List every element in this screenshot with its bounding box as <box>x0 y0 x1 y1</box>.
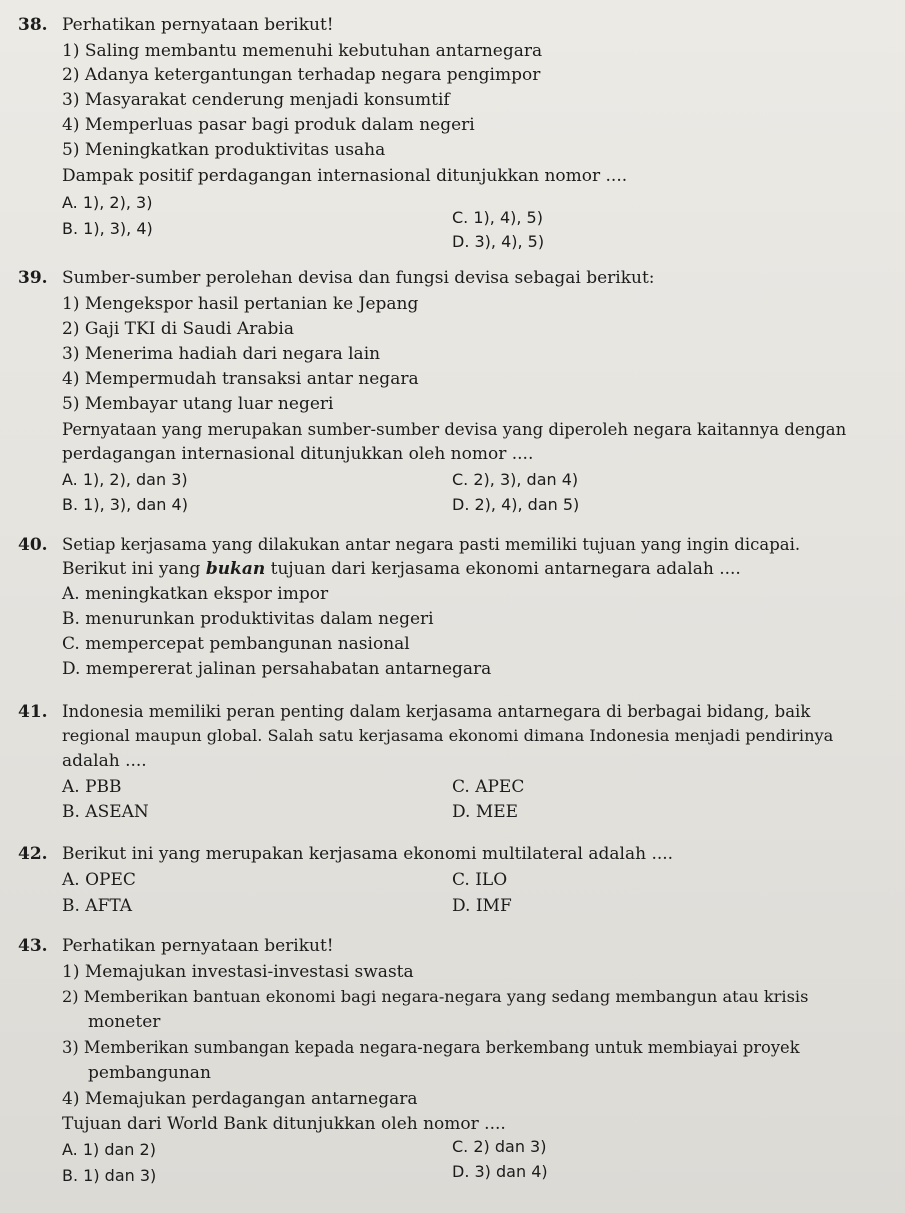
option-d[interactable]: D. IMF <box>452 896 512 916</box>
question-number: 43. <box>18 936 48 956</box>
option-c[interactable]: C. APEC <box>452 777 525 797</box>
list-item: 3) Masyarakat cenderung menjadi konsumtif <box>62 90 450 110</box>
list-item-continuation: pembangunan <box>88 1063 211 1083</box>
question-intro: Perhatikan pernyataan berikut! <box>62 15 334 35</box>
list-item: 5) Membayar utang luar negeri <box>62 394 334 414</box>
option-b[interactable]: B. menurunkan produktivitas dalam negeri <box>62 609 434 629</box>
question-text: Berikut ini yang merupakan kerjasama ekonomi multilateral adalah .... <box>62 844 674 864</box>
option-b[interactable]: B. 1), 3), 4) <box>62 219 153 238</box>
list-item: 1) Mengekspor hasil pertanian ke Jepang <box>62 294 419 314</box>
list-item: 3) Memberikan sumbangan kepada negara-negara berkembang untuk membiayai proyek <box>62 1038 800 1057</box>
option-a[interactable]: A. 1) dan 2) <box>62 1140 156 1159</box>
option-a[interactable]: A. OPEC <box>62 870 136 890</box>
option-c[interactable]: C. ILO <box>452 870 508 890</box>
question-text-line-2: perdagangan internasional ditunjukkan oleh nomor .... <box>62 444 534 464</box>
question-number: 39. <box>18 268 48 288</box>
option-d[interactable]: D. 3) dan 4) <box>452 1162 548 1181</box>
option-d[interactable]: D. mempererat jalinan persahabatan antarnegara <box>62 659 492 679</box>
list-item: 1) Memajukan investasi-investasi swasta <box>62 962 414 982</box>
question-text-line-1: Setiap kerjasama yang dilakukan antar negara pasti memiliki tujuan yang ingin dicapai. <box>62 535 801 554</box>
question-number: 40. <box>18 535 48 555</box>
question-text-part: tujuan dari kerjasama ekonomi antarnegara adalah .... <box>265 559 741 579</box>
option-d[interactable]: D. 2), 4), dan 5) <box>452 495 580 514</box>
question-text-line-2: regional maupun global. Salah satu kerjasama ekonomi dimana Indonesia menjadi pendirinya <box>62 726 834 745</box>
option-a[interactable]: A. meningkatkan ekspor impor <box>62 584 329 604</box>
option-b[interactable]: B. AFTA <box>62 896 133 916</box>
question-text-line-1: Pernyataan yang merupakan sumber-sumber devisa yang diperoleh negara kaitannya dengan <box>62 420 847 439</box>
emphasis-word: bukan <box>205 559 266 579</box>
question-text-part: Berikut ini yang <box>62 559 206 579</box>
question-text: Tujuan dari World Bank ditunjukkan oleh nomor .... <box>62 1114 506 1134</box>
list-item: 3) Menerima hadiah dari negara lain <box>62 344 381 364</box>
question-text-line-1: Indonesia memiliki peran penting dalam kerjasama antarnegara di berbagai bidang, baik <box>62 702 811 721</box>
question-text: Dampak positif perdagangan internasional ditunjukkan nomor .... <box>62 166 628 186</box>
question-text-line-3: adalah .... <box>62 751 147 771</box>
list-item: 5) Meningkatkan produktivitas usaha <box>62 140 386 160</box>
list-item: 4) Memajukan perdagangan antarnegara <box>62 1089 418 1109</box>
question-text-line-2 <box>62 558 741 580</box>
option-a[interactable]: A. 1), 2), 3) <box>62 193 153 212</box>
question-intro: Sumber-sumber perolehan devisa dan fungsi devisa sebagai berikut: <box>62 268 655 288</box>
question-number: 38. <box>18 15 48 35</box>
option-c[interactable]: C. 2) dan 3) <box>452 1137 547 1156</box>
list-item: 2) Memberikan bantuan ekonomi bagi negara-negara yang sedang membangun atau krisis <box>62 987 809 1006</box>
question-number: 41. <box>18 702 48 722</box>
option-d[interactable]: D. MEE <box>452 802 519 822</box>
question-number: 42. <box>18 844 48 864</box>
option-b[interactable]: B. 1), 3), dan 4) <box>62 495 188 514</box>
list-item: 1) Saling membantu memenuhi kebutuhan antarnegara <box>62 41 543 61</box>
list-item: 4) Mempermudah transaksi antar negara <box>62 369 419 389</box>
list-item-continuation: moneter <box>88 1012 161 1032</box>
list-item: 2) Adanya ketergantungan terhadap negara pengimpor <box>62 65 541 85</box>
option-c[interactable]: C. mempercepat pembangunan nasional <box>62 634 410 654</box>
question-intro: Perhatikan pernyataan berikut! <box>62 936 334 956</box>
list-item: 4) Memperluas pasar bagi produk dalam negeri <box>62 115 475 135</box>
option-a[interactable]: A. 1), 2), dan 3) <box>62 470 188 489</box>
list-item: 2) Gaji TKI di Saudi Arabia <box>62 319 295 339</box>
option-c[interactable]: C. 2), 3), dan 4) <box>452 470 579 489</box>
option-b[interactable]: B. 1) dan 3) <box>62 1166 157 1185</box>
option-c[interactable]: C. 1), 4), 5) <box>452 208 543 227</box>
option-b[interactable]: B. ASEAN <box>62 802 149 822</box>
option-d[interactable]: D. 3), 4), 5) <box>452 232 545 251</box>
option-a[interactable]: A. PBB <box>62 777 122 797</box>
